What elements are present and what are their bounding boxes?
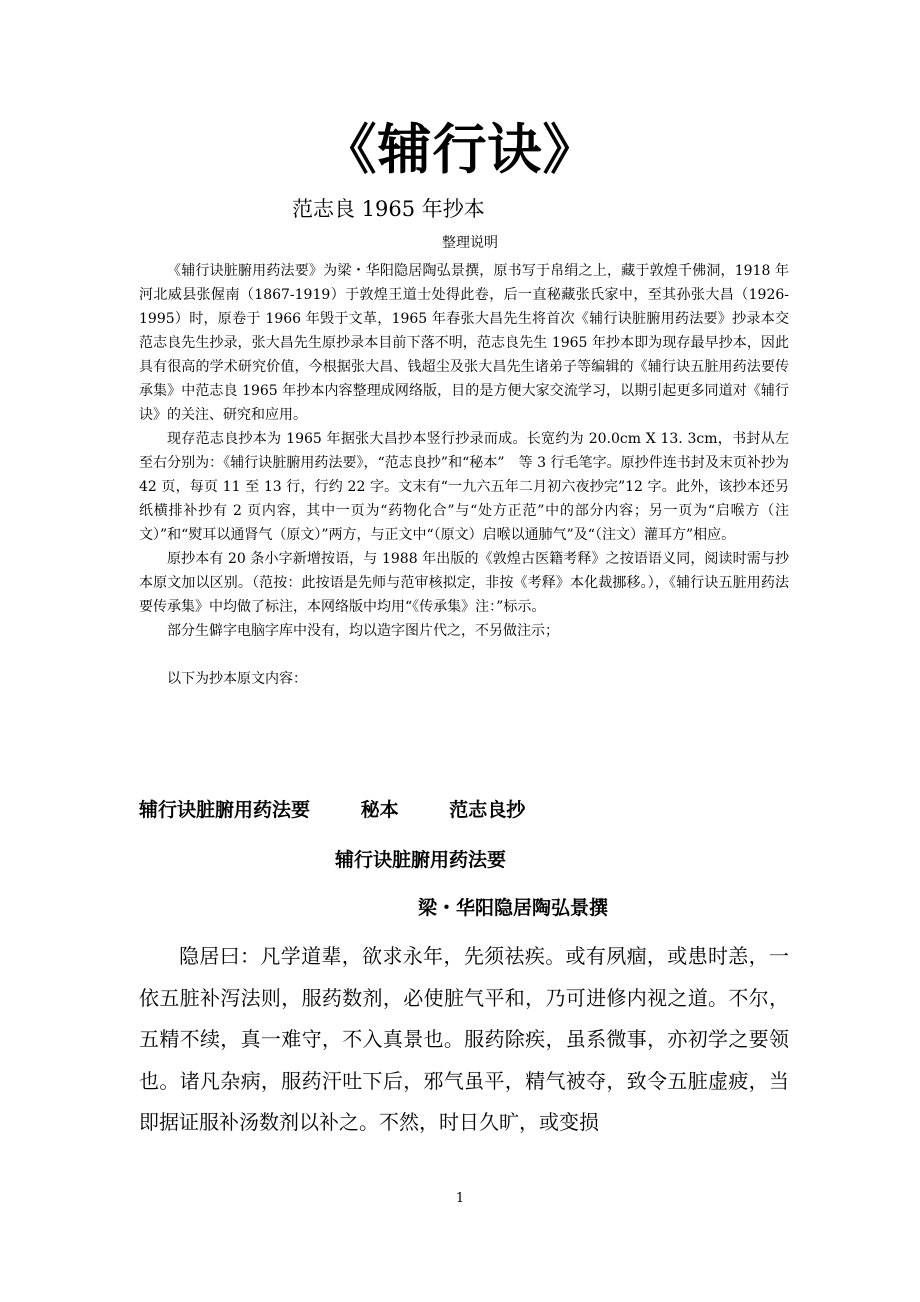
cover-heading-title: 辅行诀脏腑用药法要 <box>139 799 311 821</box>
main-text-paragraph: 隐居曰：凡学道辈，欲求永年，先须祛疾。或有夙痼，或患时恙，一依五脏补泻法则，服药数剂，必使脏气平和，乃可进修内视之道。不尔，五精不续，真一难守，不入真景也。服药除疾，虽系微事，亦初学之要领也。诸凡杂病，服药汗吐下后，邪气虽平，精气被夺，致令五脏虚疲，当即据证服补汤数剂以补之。不然，时日久旷，或变损 <box>139 944 789 1134</box>
text-title: 辅行诀脏腑用药法要 <box>335 849 507 871</box>
notes-title: 整理说明 <box>442 235 498 251</box>
cover-heading-mi: 秘本 <box>360 799 399 821</box>
text-author: 梁・华阳隐居陶弘景撰 <box>418 897 609 919</box>
notes-paragraph: 《辅行诀脏腑用药法要》为梁・华阳隐居陶弘景撰，原书写于帛绢之上，藏于敦煌千佛洞，1918 年河北威县张偓南（1867-1919）于敦煌王道士处得此卷，后一直秘藏张氏家中，至其孙张大昌（1926-1995）时，原卷于 1966 年毁于文革，1965 年春张大昌先生将首次《辅行诀脏腑用药法要》抄录本交范志良先生抄录，张大昌先生原抄录本目前下落不明，范志良先生 1965 年抄本即为现存最早抄本，因此具有很高的学术研究价值，今根据张大昌、钱超尘及张大昌先生诸弟子等编辑的《辅行诀五脏用药法要传承集》中范志良 1965 年抄本内容整理成网络版，目的是方便大家交流学习，以期引起更多同道对《辅行诀》的关注、研究和应用。 <box>139 263 789 423</box>
main-text <box>139 936 789 1144</box>
page-number: 1 <box>455 1191 465 1206</box>
cover-heading-copyist: 范志良抄 <box>449 799 526 821</box>
editorial-notes <box>139 259 789 691</box>
document-title: 《辅行诀》 <box>322 118 598 181</box>
notes-paragraph: 原抄本有 20 条小字新增按语，与 1988 年出版的《敦煌古医籍考释》之按语语义同，阅读时需与抄本原文加以区别。（范按：此按语是先师与范审核拟定，非按《考释》本化裁挪移。），《辅行诀五脏用药法要传承集》中均做了标注，本网络版中均用“《传承集》注：”标示。 <box>139 551 789 615</box>
document-subtitle: 范志良 1965 年抄本 <box>292 197 485 221</box>
notes-paragraph: 以下为抄本原文内容： <box>167 671 307 687</box>
cover-heading-row <box>139 796 525 824</box>
notes-paragraph: 部分生僻字电脑字库中没有，均以造字图片代之，不另做注示； <box>167 623 559 639</box>
notes-paragraph: 现存范志良抄本为 1965 年据张大昌抄本竖行抄录而成。长宽约为 20.0cm X 13. 3cm，书封从左至右分别为：《辅行诀脏腑用药法要》，“范志良抄”和“秘本” 等 3 行毛笔字。原抄件连书封及末页补抄为 42 页，每页 11 至 13 行，行约 22 字。文末有“一九六五年二月初六夜抄完”12 字。此外，该抄本还另纸横排补抄有 2 页内容，其中一页为“药物化合”与“处方正范”中的部分内容；另一页为“启喉方（注文）”和“熨耳以通肾气（原文）”两方，与正文中“（原文）启喉以通肺气”及“（注文）灌耳方”相应。 <box>139 431 789 543</box>
